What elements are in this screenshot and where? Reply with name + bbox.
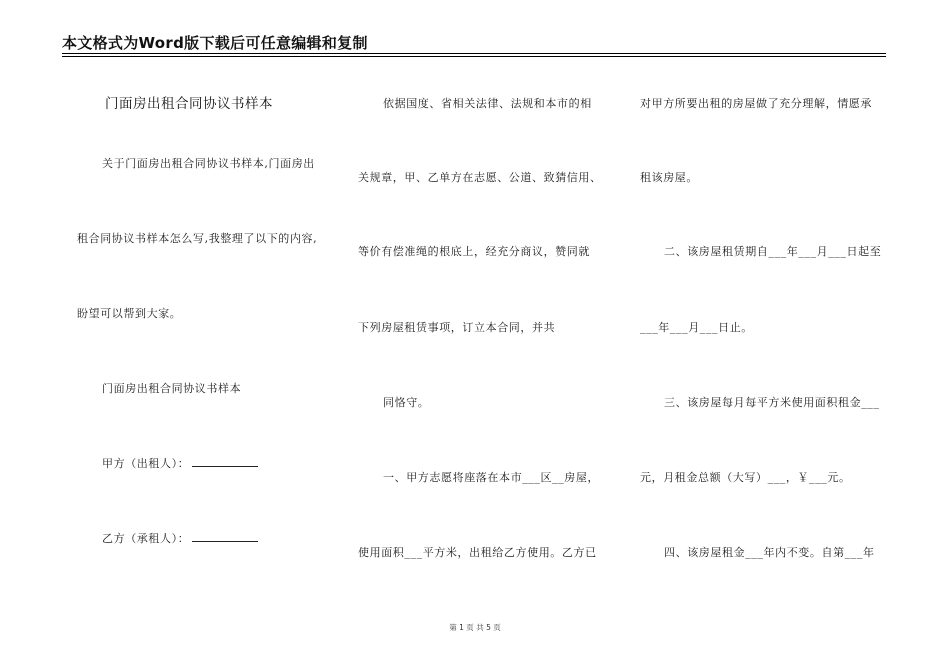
body-line: 盼望可以帮到大家。: [77, 307, 182, 320]
body-line: 下列房屋租赁事项，订立本合同，并共: [358, 321, 556, 334]
header-rule: [62, 56, 886, 57]
body-line: 关于门面房出租合同协议书样本,门面房出: [102, 157, 315, 170]
body-line: 门面房出租合同协议书样本: [102, 382, 242, 395]
body-line: 关规章，甲、乙单方在志愿、公道、致猜信用、: [358, 171, 602, 184]
body-line: 依据国度、省相关法律、法规和本市的相: [383, 97, 592, 110]
body-line: 三、该房屋每月每平方米使用面积租金___: [664, 396, 880, 409]
body-line: 同恪守。: [383, 396, 430, 409]
party-b-line: [102, 530, 258, 546]
body-line: 元，月租金总额（大写）___，￥___元。: [640, 471, 851, 484]
party-a-label: 甲方（出租人）：: [102, 457, 190, 470]
body-line: 一、甲方志愿将座落在本市___区__房屋，: [383, 471, 600, 484]
body-line: 四、该房屋租金___年内不变。自第___年: [664, 546, 875, 559]
party-b-label: 乙方（承租人）：: [102, 532, 190, 545]
body-line: ___年___月___日止。: [640, 321, 753, 334]
party-b-blank: [192, 531, 258, 542]
page-number-footer: 第 1 页 共 5 页: [449, 623, 501, 632]
body-line: 对甲方所要出租的房屋做了充分理解，情愿承: [640, 97, 872, 110]
body-line: 租该房屋。: [640, 171, 698, 184]
document-title: 门面房出租合同协议书样本: [105, 96, 273, 112]
party-a-blank: [192, 456, 258, 467]
header-rule: [62, 53, 886, 54]
body-line: 使用面积___平方米，出租给乙方使用。乙方已: [358, 546, 597, 559]
party-a-line: [102, 455, 258, 471]
body-line: 二、该房屋租赁期自___年___月___日起至: [664, 245, 882, 258]
body-line: 等价有偿准绳的根底上，经充分商议，赞同就: [358, 245, 590, 258]
download-banner: 本文格式为Word版下载后可任意编辑和复制: [62, 34, 368, 52]
body-line: 租合同协议书样本怎么写,我整理了以下的内容,: [77, 232, 318, 245]
